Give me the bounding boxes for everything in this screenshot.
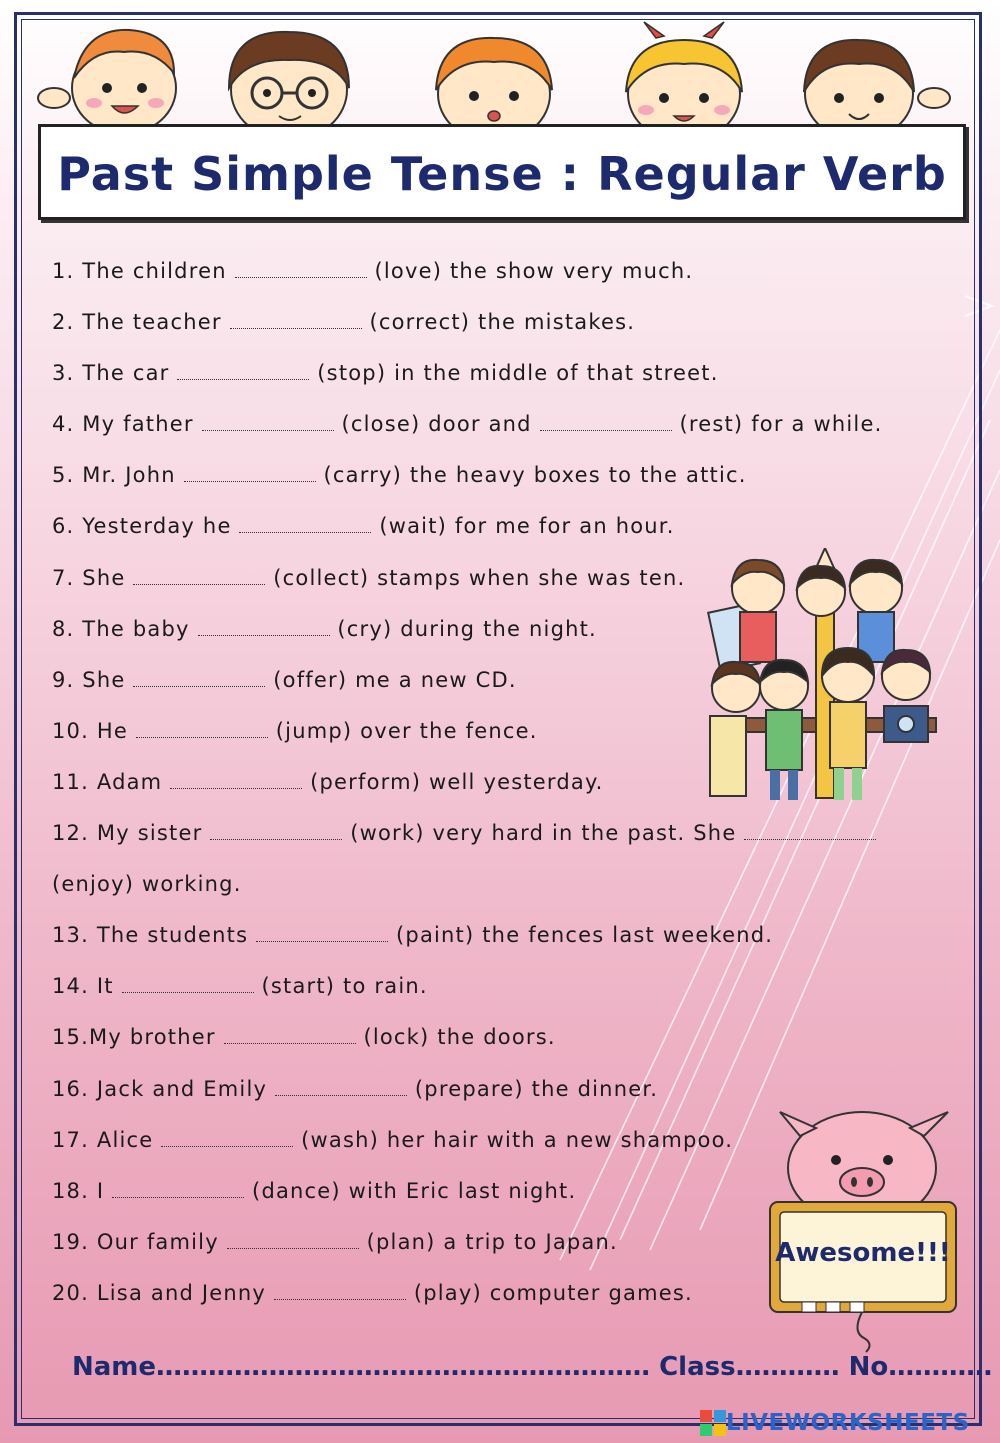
question-13: 13. The students (paint) the fences last weekend.: [52, 923, 774, 948]
answer-blank-13[interactable]: [256, 923, 388, 942]
page-title: Past Simple Tense : Regular Verb: [57, 147, 947, 201]
question-9: 9. She (offer) me a new CD.: [52, 667, 517, 692]
student-info-footer: [72, 1352, 992, 1382]
question-3: 3. The car (stop) in the middle of that street.: [52, 361, 719, 386]
class-field[interactable]: Class…………: [659, 1352, 840, 1382]
question-12: 12. My sister (work) very hard in the past. She: [52, 814, 952, 865]
question-4: 4. My father (close) door and (rest) for a while.: [52, 412, 883, 437]
answer-blank-20[interactable]: [274, 1281, 406, 1300]
question-5: 5. Mr. John (carry) the heavy boxes to the attic.: [52, 463, 747, 488]
question-2: 2. The teacher (correct) the mistakes.: [52, 310, 636, 335]
answer-blank-5[interactable]: [184, 463, 316, 482]
liveworksheets-logo-icon: [700, 1410, 726, 1436]
question-1: 1. The children (love) the show very much.: [52, 259, 694, 283]
question-18: 18. I (dance) with Eric last night.: [52, 1178, 577, 1203]
question-19: 19. Our family (plan) a trip to Japan.: [52, 1229, 618, 1254]
answer-blank-12b[interactable]: [744, 821, 876, 840]
answer-blank-14[interactable]: [122, 974, 254, 993]
question-10: 10. He (jump) over the fence.: [52, 718, 538, 743]
number-field[interactable]: No…………: [848, 1352, 993, 1382]
students-group-illustration: [706, 548, 942, 806]
awesome-sticker-text: Awesome!!!: [775, 1238, 951, 1268]
question-15: 15.My brother (lock) the doors.: [52, 1025, 556, 1050]
question-14: 14. It (start) to rain.: [52, 974, 428, 999]
question-20: 20. Lisa and Jenny (play) computer games.: [52, 1280, 693, 1305]
title-box: [38, 124, 966, 220]
liveworksheets-watermark: [700, 1408, 970, 1438]
answer-blank-2[interactable]: [230, 310, 362, 329]
question-8: 8. The baby (cry) during the night.: [52, 616, 597, 641]
question-16: 16. Jack and Emily (prepare) the dinner.: [52, 1076, 659, 1101]
question-11: 11. Adam (perform) well yesterday.: [52, 769, 604, 794]
name-field[interactable]: Name…………………………………………………: [72, 1352, 651, 1382]
question-6: 6. Yesterday he (wait) for me for an hour.: [52, 514, 675, 539]
pig-sticker-illustration: [752, 1106, 972, 1356]
answer-blank-17[interactable]: [161, 1128, 293, 1147]
answer-blank-6[interactable]: [239, 514, 371, 533]
answer-blank-3[interactable]: [177, 361, 309, 380]
answer-blank-15[interactable]: [224, 1025, 356, 1044]
cartoon-kids-illustration: [24, 18, 964, 136]
answer-blank-18[interactable]: [112, 1179, 244, 1198]
question-7: 7. She (collect) stamps when she was ten.: [52, 565, 686, 590]
answer-blank-10[interactable]: [136, 719, 268, 738]
answer-blank-19[interactable]: [227, 1230, 359, 1249]
answer-blank-8[interactable]: [198, 617, 330, 636]
watermark-text: LIVEWORKSHEETS: [726, 1410, 970, 1436]
answer-blank-11[interactable]: [170, 770, 302, 789]
question-12-continued: (enjoy) working.: [52, 872, 242, 897]
answer-blank-7[interactable]: [133, 566, 265, 585]
answer-blank-4a[interactable]: [202, 412, 334, 431]
question-17: 17. Alice (wash) her hair with a new shampoo.: [52, 1127, 734, 1152]
answer-blank-12a[interactable]: [210, 821, 342, 840]
answer-blank-16[interactable]: [275, 1077, 407, 1096]
answer-blank-1[interactable]: [235, 259, 367, 278]
answer-blank-4b[interactable]: [540, 412, 672, 431]
answer-blank-9[interactable]: [133, 668, 265, 687]
